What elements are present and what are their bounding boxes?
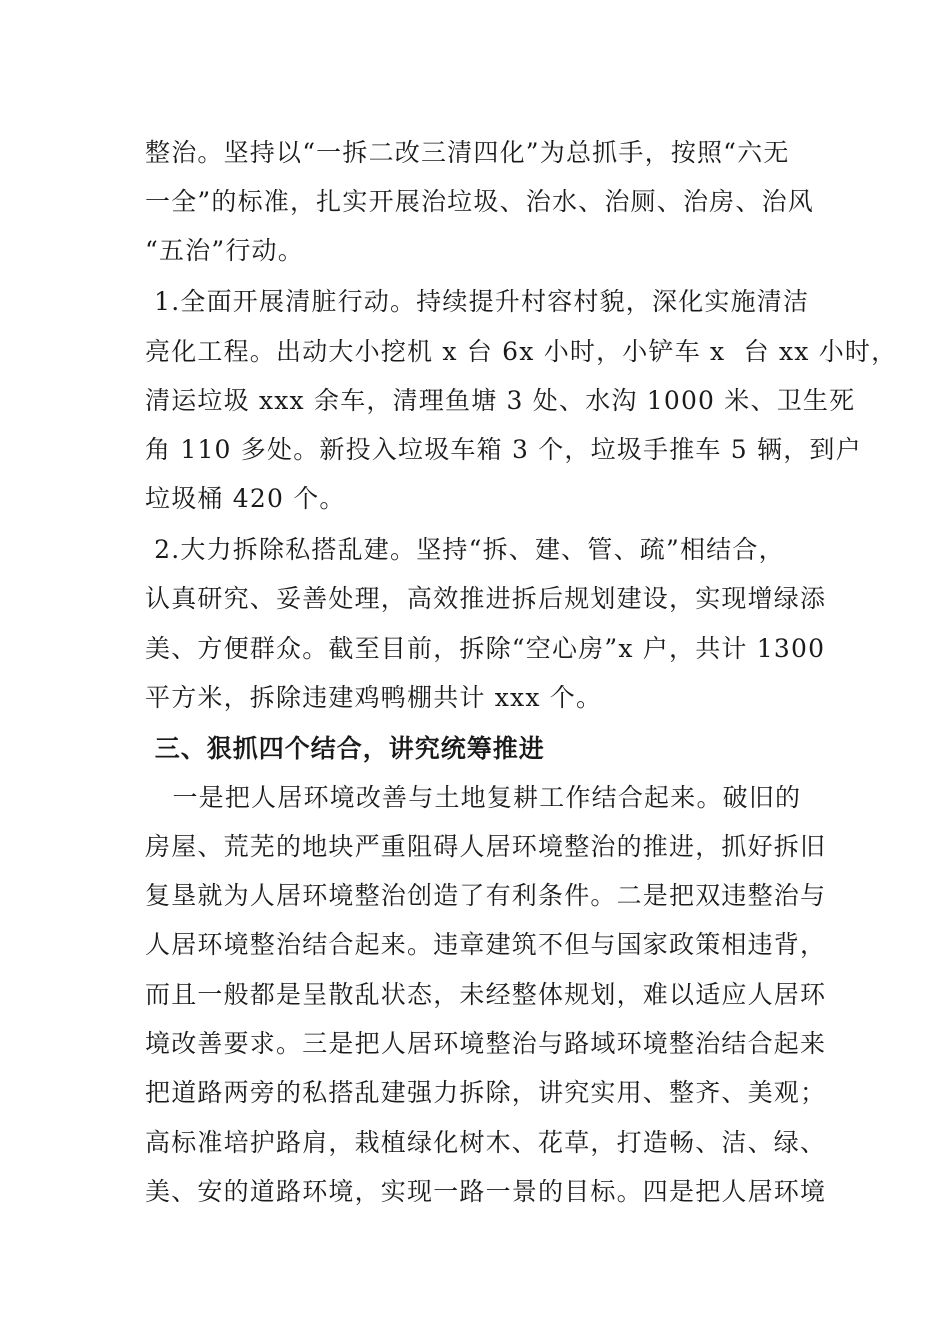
text-line: 整治。坚持以“一拆二改三清四化”为总抓手，按照“六无 [145, 138, 790, 167]
text-line: 人居环境整治结合起来。违章建筑不但与国家政策相违背， [145, 930, 827, 959]
text-line: 境改善要求。三是把人居环境整治与路域环境整治结合起来 [145, 1029, 827, 1058]
text-line: 亮化工程。出动大小挖机 x 台 6x 小时，小铲车 x 台 xx 小时， [145, 337, 898, 366]
text-line: 高标准培护路肩，栽植绿化树木、花草，打造畅、洁、绿、 [145, 1128, 827, 1157]
text-line: 把道路两旁的私搭乱建强力拆除，讲究实用、整齐、美观； [145, 1078, 827, 1107]
text-line: 美、方便群众。截至目前，拆除“空心房”x 户，共计 1300 [145, 634, 826, 663]
text-line: “五治”行动。 [145, 236, 304, 265]
text-line: 2.大力拆除私搭乱建。坚持“拆、建、管、疏”相结合， [145, 535, 785, 564]
text-line: 清运垃圾 xxx 余车，清理鱼塘 3 处、水沟 1000 米、卫生死 [145, 386, 856, 415]
text-line: 一全”的标准，扎实开展治垃圾、治水、治厕、治房、治风 [145, 187, 814, 216]
section-heading: 三、狠抓四个结合，讲究统筹推进 [145, 734, 545, 763]
text-line: 复垦就为人居环境整治创造了有利条件。二是把双违整治与 [145, 881, 827, 910]
text-line: 平方米，拆除违建鸡鸭棚共计 xxx 个。 [145, 683, 603, 712]
text-line: 一是把人居环境改善与土地复耕工作结合起来。破旧的 [145, 783, 802, 812]
text-line: 角 110 多处。新投入垃圾车箱 3 个，垃圾手推车 5 辆，到户 [145, 435, 862, 464]
text-line: 认真研究、妥善处理，高效推进拆后规划建设，实现增绿添 [145, 584, 827, 613]
text-line: 房屋、荒芜的地块严重阻碍人居环境整治的推进，抓好拆旧 [145, 832, 827, 861]
text-line: 1.全面开展清脏行动。持续提升村容村貌，深化实施清洁 [145, 287, 810, 316]
text-line: 垃圾桶 420 个。 [145, 484, 346, 513]
text-line: 而且一般都是呈散乱状态，未经整体规划，难以适应人居环 [145, 980, 827, 1009]
text-line: 美、安的道路环境，实现一路一景的目标。四是把人居环境 [145, 1177, 827, 1206]
